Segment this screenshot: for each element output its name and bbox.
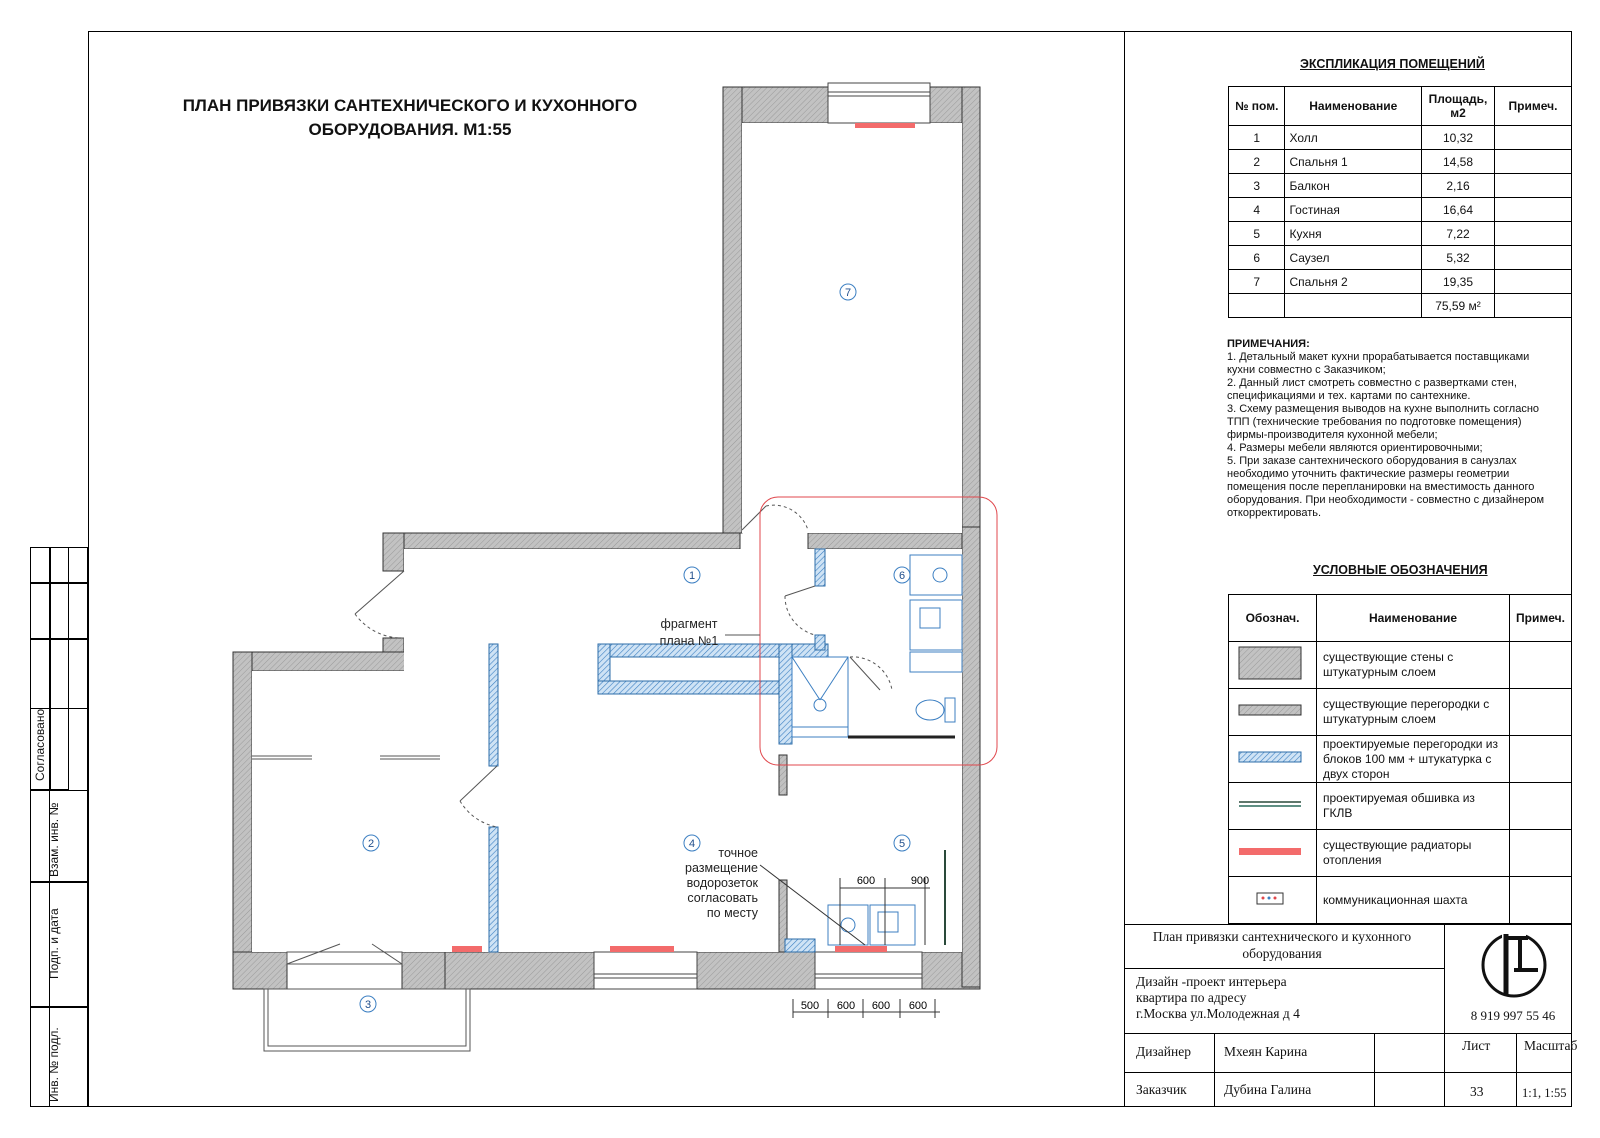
notes-heading: ПРИМЕЧАНИЯ: bbox=[1227, 338, 1310, 350]
new-partition-segment bbox=[598, 681, 780, 694]
room-2-floor bbox=[252, 671, 497, 952]
room-7-floor bbox=[742, 123, 962, 533]
room-name-cell: Спальня 2 bbox=[1285, 270, 1422, 294]
room-area-cell: 19,35 bbox=[1422, 270, 1495, 294]
new-partition-segment bbox=[815, 635, 825, 650]
window bbox=[828, 83, 930, 123]
room-num-cell: 4 bbox=[1229, 198, 1285, 222]
outlet-note: точное bbox=[718, 846, 758, 860]
new-partition-segment bbox=[489, 827, 498, 952]
scale-label: Масштаб bbox=[1524, 1038, 1578, 1053]
wall-segment bbox=[233, 952, 287, 989]
dim-label: 600 bbox=[836, 1000, 856, 1012]
room-note-cell bbox=[1494, 198, 1571, 222]
radiator bbox=[855, 123, 915, 128]
note-item: 2. Данный лист смотреть совместно с развертками стен, спецификациями и тех. картами по сантехнике. bbox=[1227, 377, 1517, 402]
new-partition-segment bbox=[489, 644, 498, 766]
room-number: 1 bbox=[688, 570, 696, 582]
wall-segment bbox=[697, 952, 815, 989]
side-stamp-sign-date: Подп. и дата bbox=[47, 908, 61, 979]
table-row bbox=[1229, 150, 1572, 174]
wall-segment bbox=[383, 533, 404, 571]
room-name-cell: Холл bbox=[1285, 126, 1422, 150]
new-partition-segment bbox=[785, 939, 815, 952]
legend-row bbox=[1229, 642, 1572, 689]
wall-segment bbox=[445, 952, 595, 989]
project-line: г.Москва ул.Молодежная д 4 bbox=[1136, 1006, 1300, 1021]
room-area-cell: 5,32 bbox=[1422, 246, 1495, 270]
scale-value: 1:1, 1:55 bbox=[1522, 1086, 1567, 1100]
room-note-cell bbox=[1494, 126, 1571, 150]
wall-segment bbox=[962, 87, 980, 527]
room-number: 4 bbox=[688, 838, 696, 850]
drawing-title-line2: ОБОРУДОВАНИЯ. М1:55 bbox=[308, 120, 512, 139]
dim-label: 600 bbox=[908, 1000, 928, 1012]
room-note-cell bbox=[1494, 270, 1571, 294]
legend-text: проектируемая обшивка из ГКЛВ bbox=[1317, 783, 1510, 830]
col-header: Примеч. bbox=[1494, 87, 1571, 126]
legend-text: проектируемые перегородки из блоков 100 мм + штукатурка с двух сторон bbox=[1317, 736, 1510, 783]
room-name-cell: Спальня 1 bbox=[1285, 150, 1422, 174]
outlet-note: водорозеток bbox=[686, 876, 758, 890]
client-label: Заказчик bbox=[1136, 1082, 1187, 1097]
phone: 8 919 997 55 46 bbox=[1470, 1008, 1556, 1023]
room-name-cell: Гостиная bbox=[1285, 198, 1422, 222]
note-item: 5. При заказе сантехнического оборудования в санузлах необходимо уточнить фактические размеры геометрии помещения после перепланировки на вместимость данного оборудования. При необходимости - совместно с дизайнером откорректировать. bbox=[1227, 455, 1545, 519]
notes bbox=[1227, 338, 1557, 520]
radiator bbox=[452, 946, 482, 952]
tb-line bbox=[1124, 924, 1572, 925]
wall-segment bbox=[723, 87, 742, 533]
legend-row bbox=[1229, 877, 1572, 924]
legend-text: существующие стены с штукатурным слоем bbox=[1317, 642, 1510, 689]
existing-wall-symbol bbox=[1229, 642, 1317, 689]
table-row bbox=[1229, 174, 1572, 198]
tb-line bbox=[1374, 1033, 1375, 1107]
note-item: 4. Размеры мебели являются ориентировочными; bbox=[1227, 442, 1483, 454]
project-line: Дизайн -проект интерьера bbox=[1136, 974, 1287, 989]
side-stamp-replaced-inv: Взам. инв. № bbox=[47, 802, 61, 877]
legend-row bbox=[1229, 830, 1572, 877]
room-number: 5 bbox=[898, 838, 906, 850]
side-stamp-approved: Согласовано bbox=[33, 708, 47, 781]
room-area-cell: 16,64 bbox=[1422, 198, 1495, 222]
shaft-symbol bbox=[1229, 877, 1317, 924]
dim-label: 900 bbox=[910, 875, 930, 887]
tb-line bbox=[1124, 1033, 1572, 1034]
room-note-cell bbox=[1494, 174, 1571, 198]
legend-table bbox=[1228, 594, 1572, 924]
drawing-title-line1: ПЛАН ПРИВЯЗКИ САНТЕХНИЧЕСКОГО И КУХОННОГО bbox=[182, 96, 638, 115]
col-header: Наименование bbox=[1285, 87, 1422, 126]
room-num-cell: 1 bbox=[1229, 126, 1285, 150]
project-line: квартира по адресу bbox=[1136, 990, 1247, 1005]
outlet-note: размещение bbox=[685, 861, 758, 875]
legend-row bbox=[1229, 689, 1572, 736]
room-note-cell bbox=[1494, 246, 1571, 270]
existing-partition-symbol bbox=[1229, 689, 1317, 736]
room-note-cell bbox=[1494, 222, 1571, 246]
room-number: 3 bbox=[364, 999, 372, 1011]
note-item: 1. Детальный макет кухни прорабатывается поставщиками кухни совместно с Заказчиком; bbox=[1227, 351, 1530, 376]
new-partition-segment bbox=[779, 644, 792, 744]
radiator-symbol bbox=[1229, 830, 1317, 877]
tb-line bbox=[1124, 968, 1444, 969]
explication-heading: ЭКСПЛИКАЦИЯ ПОМЕЩЕНИЙ bbox=[1300, 57, 1485, 71]
side-stamp-inv-orig: Инв. № подл. bbox=[47, 1027, 61, 1102]
col-header: Площадь, м2 bbox=[1422, 87, 1495, 126]
room-name-cell: Кухня bbox=[1285, 222, 1422, 246]
room-num-cell: 5 bbox=[1229, 222, 1285, 246]
table-row bbox=[1229, 246, 1572, 270]
wall-segment bbox=[233, 652, 252, 989]
room-name-cell: Балкон bbox=[1285, 174, 1422, 198]
col-header: № пом. bbox=[1229, 87, 1285, 126]
dim-label: 600 bbox=[871, 1000, 891, 1012]
table-row bbox=[1229, 270, 1572, 294]
legend-row bbox=[1229, 783, 1572, 830]
sheet-label: Лист bbox=[1462, 1038, 1491, 1053]
legend-heading: УСЛОВНЫЕ ОБОЗНАЧЕНИЯ bbox=[1313, 563, 1488, 577]
radiator bbox=[835, 946, 887, 952]
wall-segment bbox=[962, 527, 980, 987]
room-num-cell: 3 bbox=[1229, 174, 1285, 198]
explication-table bbox=[1228, 86, 1572, 318]
tb-line bbox=[1516, 1033, 1517, 1107]
col-header: Примеч. bbox=[1510, 595, 1572, 642]
outlet-note: согласовать bbox=[687, 891, 758, 905]
hall-floor bbox=[404, 549, 808, 639]
room-name-cell: Саузел bbox=[1285, 246, 1422, 270]
total-area-cell: 75,59 м² bbox=[1422, 294, 1495, 318]
room-number: 6 bbox=[898, 570, 906, 582]
dim-label: 500 bbox=[800, 1000, 820, 1012]
legend-text: существующие радиаторы отопления bbox=[1317, 830, 1510, 877]
wall-segment bbox=[383, 533, 740, 549]
legend-text: существующие перегородки с штукатурным слоем bbox=[1317, 689, 1510, 736]
room-area-cell: 2,16 bbox=[1422, 174, 1495, 198]
logo bbox=[1466, 930, 1562, 1000]
window bbox=[594, 952, 697, 989]
wall-segment bbox=[808, 533, 980, 549]
sheet-title: План привязки сантехнического и кухонного оборудования bbox=[1152, 929, 1412, 961]
note-item: 3. Схему размещения выводов на кухне выполнить согласно ТПП (технические требования по подготовке помещения) фирмы-производителя кухонной мебели; bbox=[1227, 403, 1540, 441]
room-note-cell bbox=[1494, 150, 1571, 174]
col-header: Наименование bbox=[1317, 595, 1510, 642]
partition-segment bbox=[779, 755, 787, 795]
legend-text: коммуникационная шахта bbox=[1317, 877, 1510, 924]
col-header: Обознач. bbox=[1229, 595, 1317, 642]
outlet-note: по месту bbox=[706, 906, 758, 920]
window bbox=[815, 952, 922, 989]
sheet-number: 33 bbox=[1470, 1084, 1484, 1099]
new-partition-segment bbox=[815, 549, 825, 586]
radiator bbox=[610, 946, 674, 952]
room-area-cell: 10,32 bbox=[1422, 126, 1495, 150]
fragment-label: фрагмент bbox=[660, 617, 718, 631]
new-partition-symbol bbox=[1229, 736, 1317, 783]
room-area-cell: 14,58 bbox=[1422, 150, 1495, 174]
legend-row bbox=[1229, 736, 1572, 783]
client-name: Дубина Галина bbox=[1224, 1082, 1312, 1097]
table-row bbox=[1229, 126, 1572, 150]
tb-line bbox=[1444, 924, 1445, 1107]
room-number: 7 bbox=[844, 287, 852, 299]
designer-name: Мхеян Карина bbox=[1224, 1044, 1308, 1059]
room-num-cell: 7 bbox=[1229, 270, 1285, 294]
fragment-label: плана №1 bbox=[659, 634, 719, 648]
room-number: 2 bbox=[367, 838, 375, 850]
total-row bbox=[1229, 294, 1572, 318]
designer-label: Дизайнер bbox=[1136, 1044, 1191, 1059]
tb-line bbox=[1124, 1072, 1572, 1073]
dim-label: 600 bbox=[856, 875, 876, 887]
tb-line bbox=[1214, 1033, 1215, 1107]
gklv-lining-symbol bbox=[1229, 783, 1317, 830]
room-area-cell: 7,22 bbox=[1422, 222, 1495, 246]
room-num-cell: 6 bbox=[1229, 246, 1285, 270]
room-num-cell: 2 bbox=[1229, 150, 1285, 174]
table-row bbox=[1229, 198, 1572, 222]
title-block bbox=[1124, 924, 1578, 1107]
table-row bbox=[1229, 222, 1572, 246]
